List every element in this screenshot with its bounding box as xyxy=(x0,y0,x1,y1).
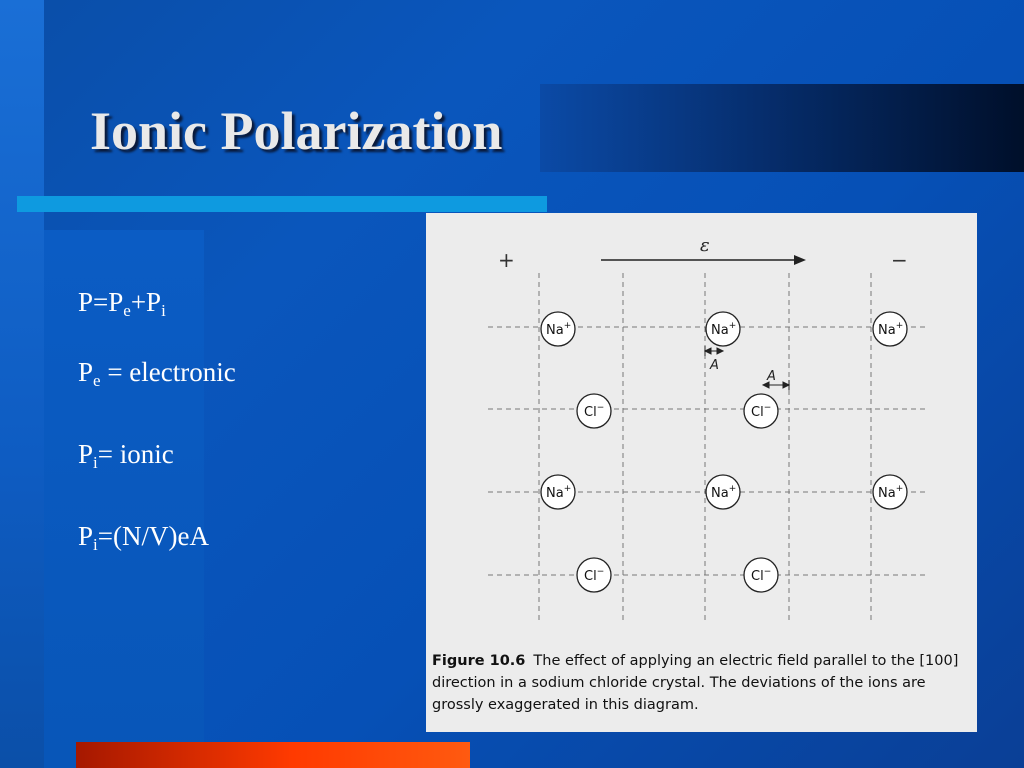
figure-caption xyxy=(432,650,972,716)
svg-text:Na+: Na+ xyxy=(546,484,572,501)
chloride-ion xyxy=(744,558,778,592)
sodium-ion xyxy=(873,312,907,346)
svg-text:Na+: Na+ xyxy=(878,484,904,501)
displacement-label: A xyxy=(767,369,776,384)
equation-total-polarization: $P=P_e+P_i$ xyxy=(78,287,166,320)
negative-electrode-label: − xyxy=(891,248,908,272)
svg-text:Cl−: Cl− xyxy=(584,567,605,584)
slide-title: Ionic Polarization xyxy=(90,101,503,161)
sodium-ion xyxy=(706,475,740,509)
displacement-marker xyxy=(705,346,723,356)
svg-text:Na+: Na+ xyxy=(711,484,737,501)
sodium-ion xyxy=(541,312,575,346)
electric-field-symbol: ε xyxy=(700,235,710,256)
figure-caption-label: Figure 10.6 xyxy=(432,653,526,669)
positive-electrode-label: + xyxy=(498,248,515,272)
bottom-accent-bar xyxy=(76,742,470,768)
equation-electronic: $P_e$ = electronic xyxy=(78,357,236,390)
equation-ionic: $P_i=$ ionic xyxy=(78,439,174,472)
chloride-ion xyxy=(577,394,611,428)
svg-text:Cl−: Cl− xyxy=(584,403,605,420)
title-underline-bar xyxy=(17,196,547,212)
nacl-polarization-figure xyxy=(426,213,977,732)
svg-text:Na+: Na+ xyxy=(546,321,572,338)
nacl-lattice-diagram xyxy=(426,213,977,643)
sodium-ion xyxy=(541,475,575,509)
chloride-ion xyxy=(744,394,778,428)
title-band-gradient xyxy=(540,84,1024,172)
svg-text:Na+: Na+ xyxy=(711,321,737,338)
sodium-ion xyxy=(706,312,740,346)
figure-caption-text: The effect of applying an electric field parallel to the [100] direction in a sodium chloride crystal. The deviations of the ions are grossly exaggerated in this diagram. xyxy=(432,653,959,713)
chloride-ion xyxy=(577,558,611,592)
arrow-head-icon xyxy=(794,255,806,265)
svg-text:Cl−: Cl− xyxy=(751,567,772,584)
displacement-label: A xyxy=(710,358,719,373)
svg-text:Cl−: Cl− xyxy=(751,403,772,420)
left-decor-panel xyxy=(0,0,44,768)
equation-ionic-formula: $P_i=(N/V)eA$ xyxy=(78,521,209,554)
svg-text:Na+: Na+ xyxy=(878,321,904,338)
sodium-ion xyxy=(873,475,907,509)
